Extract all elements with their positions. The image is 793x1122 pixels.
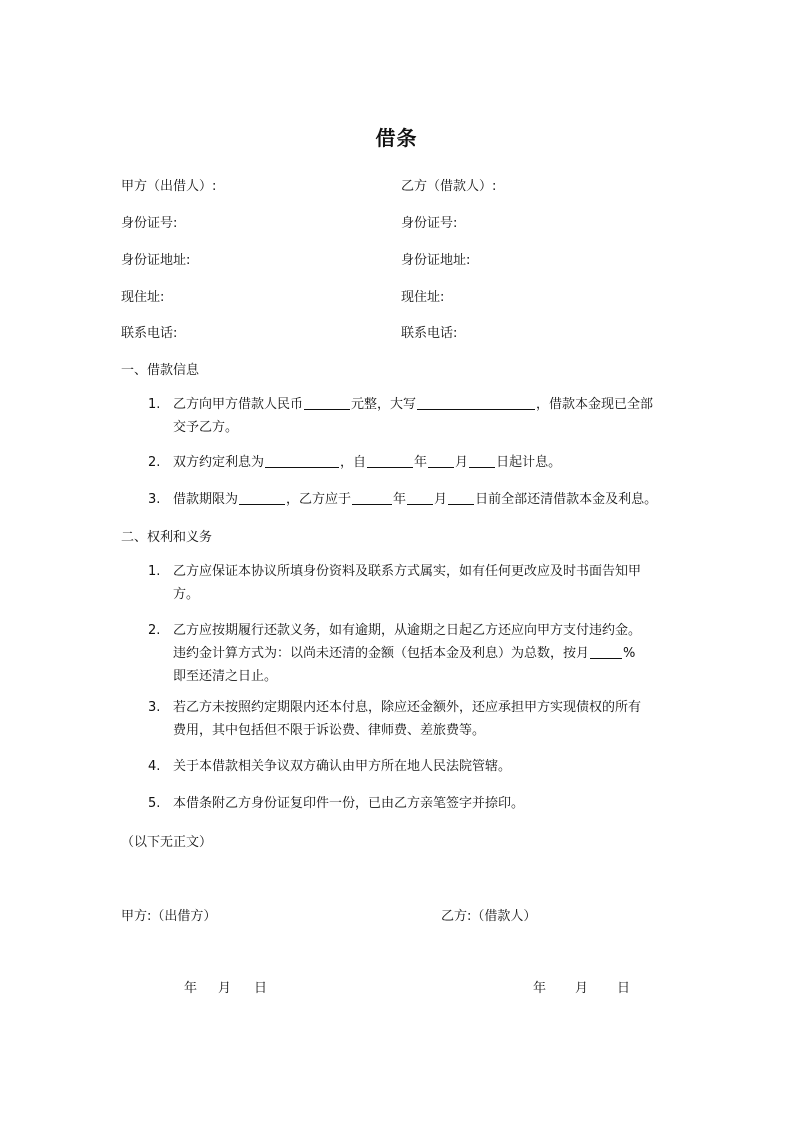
section2-item2 [148, 619, 678, 689]
borrower-address-label: 现住址: [401, 290, 445, 305]
borrower-signature-label: 乙方:（借款人） [441, 909, 537, 924]
section1-item2 [148, 451, 678, 475]
item-text: ，自 [340, 455, 367, 470]
borrower-label: 乙方（借款人）: [401, 179, 497, 194]
item-number: 5. [148, 796, 161, 811]
item-text: 年 [414, 455, 428, 470]
item-number: 2. [148, 455, 161, 470]
item-text: 方。 [173, 587, 200, 602]
penalty-rate-blank[interactable] [590, 645, 622, 659]
item-text: ，乙方应于 [286, 492, 352, 507]
lender-date-year: 年 [184, 981, 198, 996]
section2-item3 [148, 696, 678, 744]
document-title: 借条 [375, 126, 418, 150]
item-text: 借款期限为 [173, 492, 239, 507]
item-text: 关于本借款相关争议双方确认由甲方所在地人民法院管辖。 [173, 759, 512, 774]
item-text: 即至还清之日止。 [173, 669, 278, 684]
item-text: 交予乙方。 [173, 420, 239, 435]
item-text: ，借款本金现已全部 [536, 397, 654, 412]
item-text: 双方约定利息为 [173, 455, 265, 470]
item-text: 日前全部还清借款本金及利息。 [475, 492, 658, 507]
section2-item5 [148, 792, 678, 816]
lender-id-address-label: 身份证地址: [121, 253, 191, 268]
interest-blank[interactable] [265, 454, 339, 468]
item-text: 违约金计算方式为：以尚未还清的金额（包括本金及利息）为总数，按月 [173, 646, 590, 661]
item-number: 1. [148, 397, 161, 412]
lender-signature-label: 甲方:（出借方） [121, 909, 217, 924]
due-month-blank[interactable] [407, 491, 433, 505]
item-text: 年 [393, 492, 407, 507]
section1-item1 [148, 393, 678, 441]
lender-address-label: 现住址: [121, 290, 165, 305]
lender-date-month: 月 [218, 981, 232, 996]
amount-words-blank[interactable] [417, 396, 535, 410]
start-year-blank[interactable] [367, 454, 413, 468]
item-text: 月 [434, 492, 448, 507]
term-blank[interactable] [239, 491, 285, 505]
section2-heading: 二、权利和义务 [121, 530, 213, 545]
lender-date-day: 日 [254, 981, 268, 996]
item-text: 月 [455, 455, 469, 470]
due-day-blank[interactable] [448, 491, 474, 505]
start-day-blank[interactable] [469, 454, 495, 468]
item-number: 3. [148, 492, 161, 507]
borrower-id-address-label: 身份证地址: [401, 253, 471, 268]
lender-phone-label: 联系电话: [121, 326, 178, 341]
item-text: 乙方应保证本协议所填身份资料及联系方式属实，如有任何更改应及时书面告知甲 [173, 564, 642, 579]
item-text: 本借条附乙方身份证复印件一份，已由乙方亲笔签字并捺印。 [173, 796, 525, 811]
borrower-date-day: 日 [617, 981, 631, 996]
start-month-blank[interactable] [428, 454, 454, 468]
item-number: 2. [148, 623, 161, 638]
amount-blank[interactable] [304, 396, 350, 410]
item-number: 1. [148, 564, 161, 579]
item-text: 元整，大写 [351, 397, 417, 412]
section2-item4 [148, 755, 678, 779]
end-note: （以下无正文） [121, 835, 213, 850]
item-text: 若乙方未按照约定期限内还本付息，除应还金额外，还应承担甲方实现债权的所有 [173, 700, 642, 715]
item-text: 费用，其中包括但不限于诉讼费、律师费、差旅费等。 [173, 723, 486, 738]
item-number: 3. [148, 700, 161, 715]
item-text: % [623, 646, 636, 661]
lender-label: 甲方（出借人）: [121, 179, 217, 194]
borrower-date-year: 年 [533, 981, 547, 996]
item-text: 乙方向甲方借款人民币 [173, 397, 304, 412]
item-text: 日起计息。 [496, 455, 562, 470]
section1-item3 [148, 488, 678, 512]
borrower-id-label: 身份证号: [401, 216, 458, 231]
section1-heading: 一、借款信息 [121, 363, 200, 378]
item-number: 4. [148, 759, 161, 774]
borrower-phone-label: 联系电话: [401, 326, 458, 341]
item-text: 乙方应按期履行还款义务，如有逾期，从逾期之日起乙方还应向甲方支付违约金。 [173, 623, 642, 638]
section2-item1 [148, 560, 678, 608]
borrower-date-month: 月 [575, 981, 589, 996]
due-year-blank[interactable] [352, 491, 392, 505]
lender-id-label: 身份证号: [121, 216, 178, 231]
